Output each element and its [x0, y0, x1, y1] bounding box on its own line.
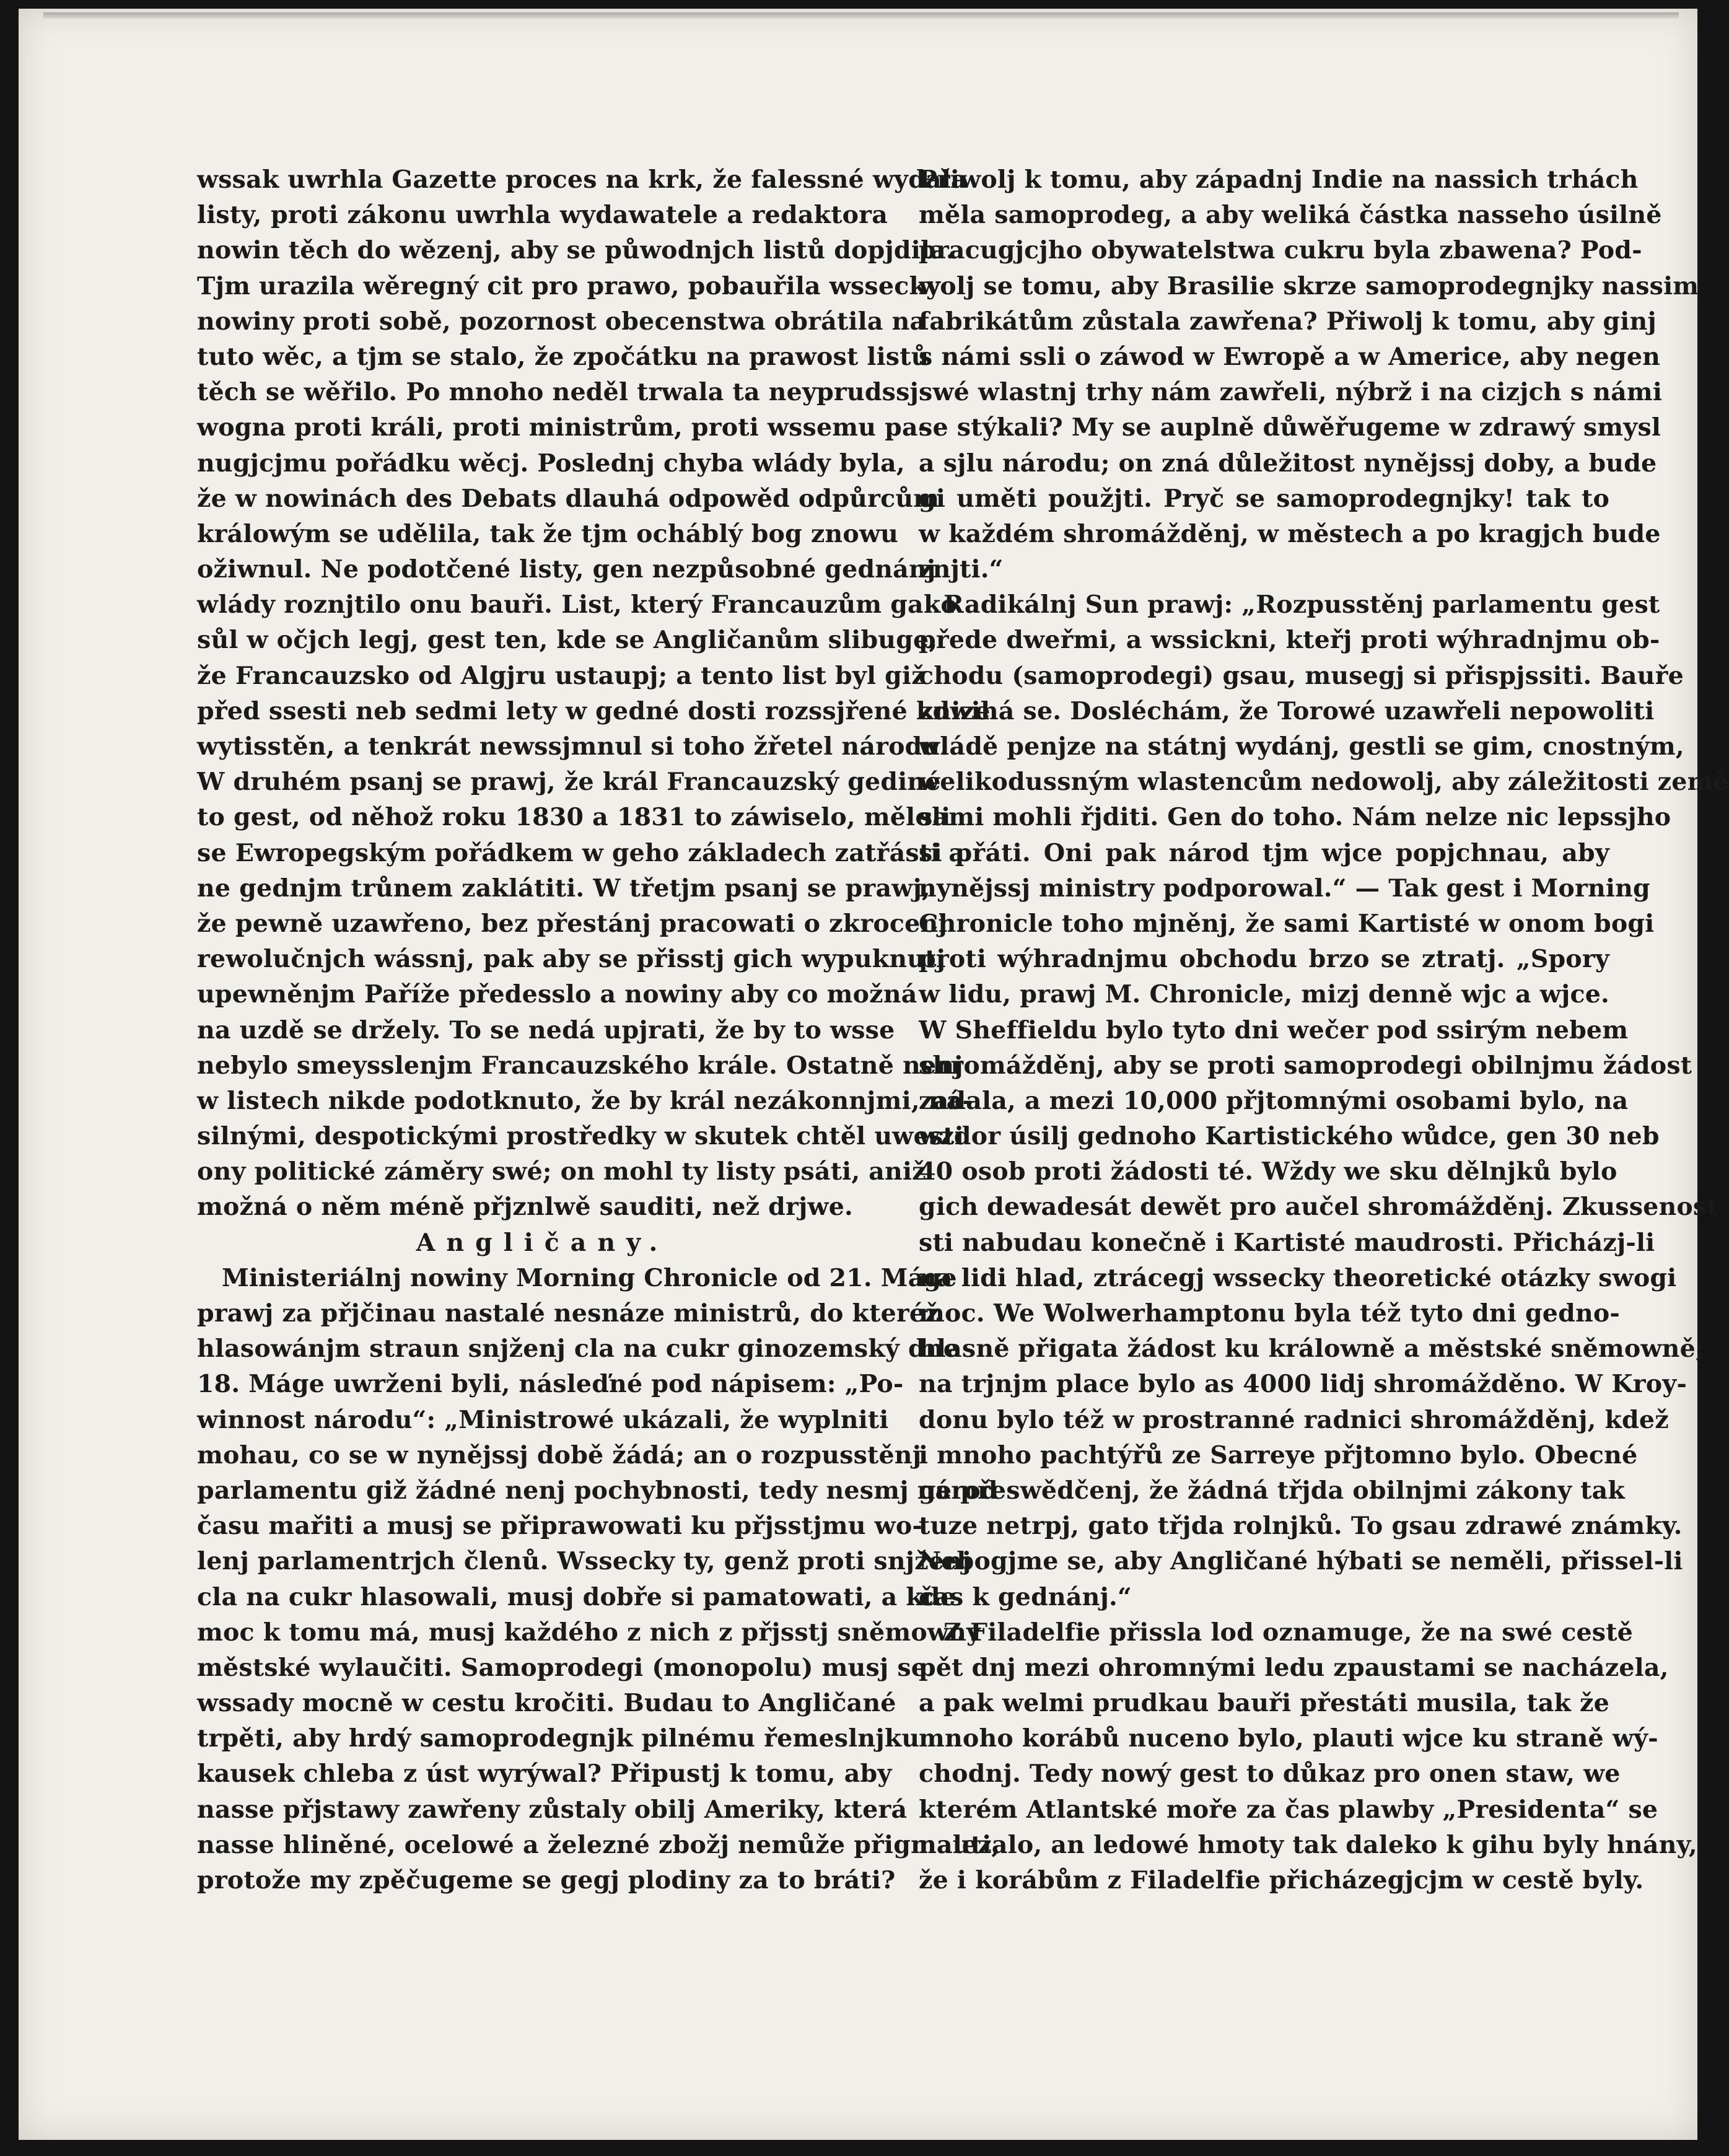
left-column [197, 162, 1000, 1898]
text-line: a sjlu národu; on zná důležitost nynějssj doby, a bude [919, 449, 1657, 478]
text-line: nowin těch do wězenj, aby se půwodnjch listů dopjdila. [197, 236, 955, 265]
text-line: Nebogjme se, aby Angličané hýbati se neměli, přissel-li [919, 1547, 1683, 1576]
text-line: ožiwnul. Ne podotčené listy, gen nezpůsobné gednánj [197, 555, 936, 584]
text-line: proti wýhradnjmu obchodu brzo se ztratj. „Spory [919, 945, 1609, 974]
text-line: Přiwolj k tomu, aby západnj Indie na nassich trhách [919, 165, 1639, 194]
text-line: nebylo smeysslenjm Francauzského krále. Ostatně nenj [197, 1051, 963, 1080]
text-line: nowiny proti sobě, pozornost obecenstwa obrátila na [197, 307, 926, 336]
text-line: 40 osob proti žádosti té. Wždy we sku dělnjků bylo [919, 1157, 1617, 1186]
text-line: Radikálnj Sun prawj: „Rozpusstěnj parlamentu gest [943, 590, 1660, 620]
text-line: ge přeswědčenj, že žádná třjda obilnjmi zákony tak [919, 1476, 1625, 1505]
text-line: před ssesti neb sedmi lety w gedné dosti rozssjřené knize [197, 696, 991, 725]
text-line: na trjnjm place bylo as 4000 lidj shromážděno. W Kroy- [919, 1370, 1687, 1399]
text-line: w listech nikde podotknuto, že by král nezákonnjmi, ná- [197, 1086, 973, 1115]
text-line: nugjcjmu pořádku wěcj. Poslednj chyba wlády byla, [197, 449, 905, 478]
text-line: wolj se tomu, aby Brasilie skrze samoprodegnjky nassim [919, 271, 1699, 300]
text-line: na lidi hlad, ztrácegj wssecky theoretické otázky swogi [919, 1263, 1677, 1292]
text-line: mnoho korábů nuceno bylo, plauti wjce ku straně wý- [919, 1724, 1658, 1753]
text-line: swé wlastnj trhy nám zawřeli, nýbrž i na cizjch s námi [919, 378, 1663, 407]
text-line: znjti.“ [919, 555, 1004, 584]
text-line: i mnoho pachtýřů ze Sarreye přjtomno bylo. Obecné [919, 1440, 1638, 1470]
text-line: nalezalo, an ledowé hmoty tak daleko k gihu byly hnány, [919, 1830, 1697, 1859]
text-line: wládě penjze na státnj wydánj, gestli se gim, cnostným, [919, 732, 1684, 761]
text-line: chodu (samoprodegi) gsau, musegj si přispjssiti. Bauře [919, 661, 1684, 690]
text-line: silnými, despotickými prostředky w skutek chtěl uwesti [197, 1122, 964, 1151]
text-line: přede dweřmi, a wssickni, kteřj proti wýhradnjmu ob- [919, 626, 1660, 655]
text-line: zdwihá se. Dosléchám, že Torowé uzawřeli nepowoliti [919, 696, 1655, 725]
text-line: wytisstěn, a tenkrát newssjmnul si toho žřetel národu. [197, 732, 949, 761]
text-line: králowým se udělila, tak že tjm ocháblý bog znowu [197, 519, 899, 548]
text-line: nynějssj ministry podporowal.“ — Tak gest i Morning [919, 874, 1650, 903]
text-line: se Ewropegským pořádkem w geho základech zatřásti a [197, 838, 965, 867]
text-line: se stýkali? My se auplně důwěřugeme w zdrawý smysl [919, 413, 1661, 442]
text-line: hlasowánjm straun snjženj cla na cukr ginozemský dne [197, 1334, 960, 1364]
text-line: welikodussným wlastencům nedowolj, aby záležitosti země [919, 768, 1729, 797]
text-line: že pewně uzawřeno, bez přestánj pracowati o zkrocenj [197, 909, 947, 938]
text-line: na uzdě se držely. To se nedá upjrati, že by to wsse [197, 1015, 895, 1045]
text-line: těch se wěřilo. Po mnoho neděl trwala ta neyprudssj [197, 378, 919, 407]
text-line: sůl w očjch legj, gest ten, kde se Angličanům slibuge, [197, 626, 938, 655]
text-line: wssady mocně w cestu kročiti. Budau to Angličané [197, 1689, 896, 1718]
text-line: pět dnj mezi ohromnými ledu zpaustami se nacházela, [919, 1653, 1669, 1682]
text-line: že i korábům z Filadelfie přicházegjcjm w cestě byly. [919, 1866, 1644, 1895]
text-line: fabrikátům zůstala zawřena? Přiwolj k tomu, aby ginj [919, 307, 1657, 336]
text-line: wssak uwrhla Gazette proces na krk, že falessné wydala [197, 165, 967, 194]
text-line: gich dewadesát dewět pro aučel shromážděnj. Zkussenost [919, 1193, 1718, 1222]
text-line: Tjm urazila wěregný cit pro prawo, pobauřila wssecky [197, 271, 941, 300]
text-line: winnost národu“: „Ministrowé ukázali, že wyplniti [197, 1405, 889, 1434]
text-line: nasse přjstawy zawřeny zůstaly obilj Ameriky, která [197, 1795, 908, 1824]
text-line: a pak welmi prudkau bauři přestáti musila, tak že [919, 1689, 1609, 1718]
text-line: moc. We Wolwerhamptonu byla též tyto dni gedno- [919, 1299, 1621, 1328]
text-line: mohau, co se w nynějssj době žádá; an o rozpusstěnj [197, 1440, 922, 1470]
text-line: hlasně přigata žádost ku králowně a městské sněmowně; [919, 1334, 1705, 1364]
text-line: to gest, od něhož roku 1830 a 1831 to záwiselo, měloli [197, 803, 951, 832]
text-line: parlamentu giž žádné nenj pochybnosti, tedy nesmj národ [197, 1476, 998, 1505]
text-line: kterém Atlantské moře za čas plawby „Presidenta“ se [919, 1795, 1658, 1824]
text-line: že w nowinách des Debats dlauhá odpowěd odpůrcům [197, 484, 940, 513]
text-line: sti nabudau konečně i Kartisté maudrosti. Přicházj-li [919, 1228, 1655, 1257]
right-column [919, 162, 1729, 1898]
text-line: Angličany. [416, 1228, 669, 1257]
text-line: ne gednjm trůnem zaklátiti. W třetjm psanj se prawj, [197, 874, 930, 903]
text-line: tuze netrpj, gato třjda rolnjků. To gsau zdrawé známky. [919, 1512, 1683, 1541]
text-line: nasse hliněné, ocelowé a železné zbožj nemůže přigmauti, [197, 1830, 1000, 1859]
text-line: wzdor úsilj gednoho Kartistického wůdce, gen 30 neb [919, 1122, 1660, 1151]
text-line: W Sheffieldu bylo tyto dni wečer pod ssirým nebem [919, 1015, 1629, 1045]
text-line: prawj za přjčinau nastalé nesnáze ministrů, do kteréž [197, 1299, 939, 1328]
page-top-edge [43, 12, 1679, 19]
text-line: lenj parlamentrjch členů. Wssecky ty, genž proti snjženj [197, 1547, 971, 1576]
text-line: městské wylaučiti. Samoprodegi (monopolu) musj se [197, 1653, 927, 1682]
text-line: rewolučnjch wássnj, pak aby se přisstj gich wypuknutj [197, 945, 946, 974]
text-line: trpěti, aby hrdý samoprodegnjk pilnému řemeslnjku [197, 1724, 920, 1753]
text-line: chodnj. Tedy nowý gest to důkaz pro onen staw, we [919, 1759, 1621, 1789]
text-line: Z Filadelfie přissla lod oznamuge, že na swé cestě [943, 1618, 1634, 1647]
text-line: w každém shromážděnj, w městech a po kragjch bude [919, 519, 1661, 548]
text-line: wlády roznjtilo onu bauři. List, který Francauzům gako [197, 590, 957, 620]
text-line: s námi ssli o záwod w Ewropě a w Americe, aby negen [919, 342, 1661, 371]
text-line: měla samoprodeg, a aby weliká částka nasseho úsilně [919, 201, 1662, 230]
text-line: w lidu, prawj M. Chronicle, mizj denně wjc a wjce. [919, 980, 1609, 1009]
text-line: donu bylo též w prostranné radnici shromážděnj, kdež [919, 1405, 1669, 1434]
text-line: listy, proti zákonu uwrhla wydawatele a redaktora [197, 201, 888, 230]
text-line: kausek chleba z úst wyrýwal? Připustj k tomu, aby [197, 1759, 892, 1789]
text-line: Chronicle toho mjněnj, že sami Kartisté w onom bogi [919, 909, 1655, 938]
text-line: možná o něm méně přjznlwě sauditi, než drjwe. [197, 1193, 853, 1222]
text-line: že Francauzsko od Algjru ustaupj; a tento list byl giž [197, 661, 926, 690]
text-line: ony politické záměry swé; on mohl ty listy psáti, aniž [197, 1157, 926, 1186]
text-line: tuto wěc, a tjm se stalo, že zpočátku na prawost listů [197, 342, 929, 371]
text-line: protože my zpěčugeme se gegj plodiny za to bráti? [197, 1866, 896, 1895]
text-line: pracugjcjho obywatelstwa cukru byla zbawena? Pod- [919, 236, 1642, 265]
text-line: času mařiti a musj se připrawowati ku přjsstjmu wo- [197, 1512, 923, 1541]
text-line: Ministeriálnj nowiny Morning Chronicle od 21. Máge [222, 1263, 957, 1292]
text-line: moc k tomu má, musj každého z nich z přjsstj sněmowny [197, 1618, 981, 1647]
text-line: 18. Máge uwrženi byli, násleďné pod nápisem: „Po- [197, 1370, 904, 1399]
text-line: si přáti. Oni pak národ tjm wjce popjchnau, aby [919, 838, 1609, 867]
text-line: gi uměti použjti. Pryč se samoprodegnjky! tak to [919, 484, 1609, 513]
text-line: sami mohli řjditi. Gen do toho. Nám nelze nic lepssjho [919, 803, 1671, 832]
text-line: wogna proti králi, proti ministrům, proti wssemu pa- [197, 413, 929, 442]
text-line: upewněnjm Paříže předesslo a nowiny aby co možná [197, 980, 917, 1009]
text-line: čas k gednánj.“ [919, 1582, 1132, 1611]
text-line: cla na cukr hlasowali, musj dobře si pamatowati, a kde [197, 1582, 956, 1611]
text-line: shromážděnj, aby se proti samoprodegi obilnjmu žádost [919, 1051, 1692, 1080]
text-line: W druhém psanj se prawj, že král Francauzský gediné [197, 768, 941, 797]
text-line: zadala, a mezi 10,000 přjtomnými osobami bylo, na [919, 1086, 1629, 1115]
